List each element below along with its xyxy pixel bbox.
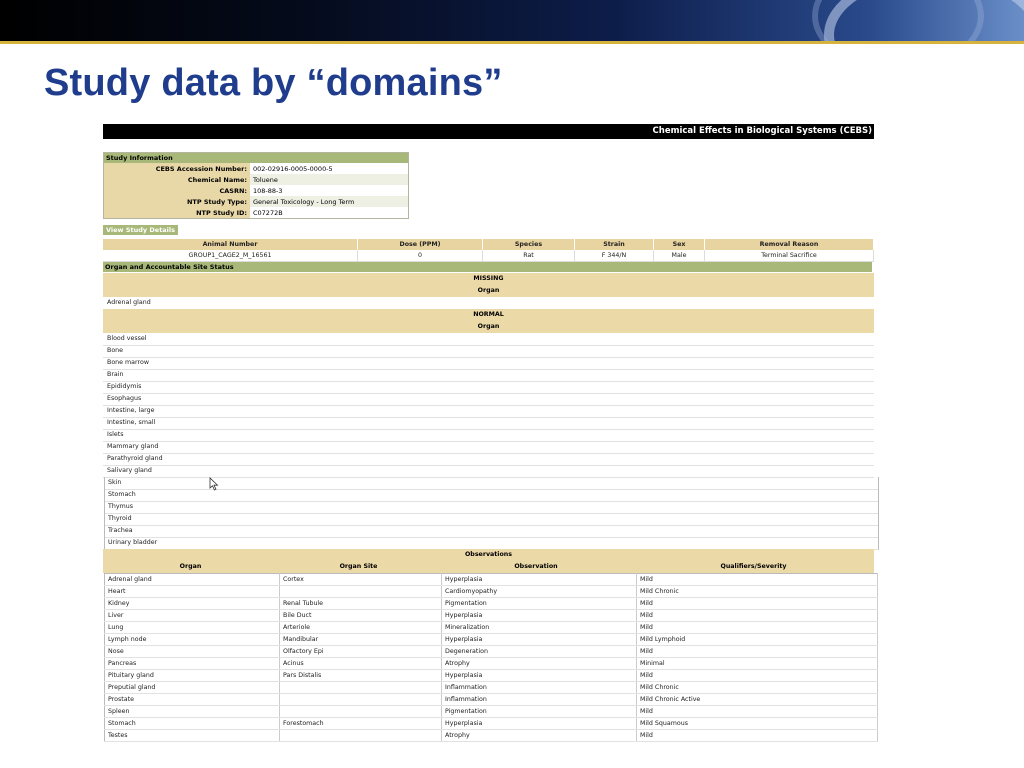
severity-cell: Mild [637,610,878,622]
removal-reason: Terminal Sacrifice [705,250,874,262]
observation-cell: Degeneration [442,646,637,658]
cebs-screenshot [103,124,874,739]
list-item: Trachea [104,525,879,538]
observation-cell: Inflammation [442,682,637,694]
organ-site-cell [280,730,442,742]
column-header: Qualifiers/Severity [720,563,787,570]
list-item: Skin [104,477,879,490]
list-item: Thyroid [104,513,879,526]
observation-cell: Hyperplasia [442,634,637,646]
organ-section-title: Organ and Accountable Site Status [103,262,872,272]
organ-cell: Adrenal gland [105,574,280,586]
severity-cell: Mild Chronic [637,682,878,694]
organ-site-cell: Forestomach [280,718,442,730]
organ-cell: Testes [105,730,280,742]
organ-cell: Spleen [105,706,280,718]
organ-cell: Lymph node [105,634,280,646]
list-item: Urinary bladder [104,537,879,550]
organ-cell: Heart [105,586,280,598]
animal-table [103,239,874,262]
column-header: Species [483,239,575,250]
list-item: Thymus [104,501,879,514]
observations-header-row [103,561,874,573]
field-label: NTP Study ID: [104,207,251,219]
field-label: CASRN: [104,185,251,196]
list-item: Esophagus [103,393,874,406]
list-item: Islets [103,429,874,442]
list-item: Intestine, large [103,405,874,418]
severity-cell: Mild [637,622,878,634]
observation-cell: Atrophy [442,730,637,742]
field-value: General Toxicology - Long Term [250,196,409,207]
observations-table [104,573,878,742]
table-row [105,718,878,730]
column-header: Animal Number [103,239,358,250]
column-header: Sex [654,239,705,250]
organ-site-cell: Bile Duct [280,610,442,622]
organ-site-cell: Acinus [280,658,442,670]
severity-cell: Mild [637,706,878,718]
severity-cell: Mild [637,574,878,586]
organ-cell: Pancreas [105,658,280,670]
column-header: Organ Site [339,563,378,570]
field-label: NTP Study Type: [104,196,251,207]
observation-cell: Pigmentation [442,706,637,718]
table-row [105,574,878,586]
missing-band: MISSING [103,273,874,285]
field-value: 002-02916-0005-0000-5 [253,164,333,173]
strain: F 344/N [575,250,654,262]
organ-cell: Stomach [105,718,280,730]
table-row [105,730,878,742]
column-header: Observation [514,563,558,570]
organ-site-cell [280,682,442,694]
species: Rat [483,250,575,262]
list-item: Epididymis [103,381,874,394]
table-row [105,670,878,682]
table-row [105,706,878,718]
study-info-title: Study Information [104,153,409,164]
organ-cell: Kidney [105,598,280,610]
field-value: 108-88-3 [253,186,283,195]
table-row [105,646,878,658]
table-row [105,586,878,598]
list-item: Parathyroid gland [103,453,874,466]
organ-site-cell: Cortex [280,574,442,586]
observation-cell: Mineralization [442,622,637,634]
column-header: Strain [575,239,654,250]
organ-site-cell: Pars Distalis [280,670,442,682]
animal-number: GROUP1_CAGE2_M_16561 [103,250,358,262]
list-item: Salivary gland [103,465,874,478]
list-item: Intestine, small [103,417,874,430]
field-value: C07272B [253,208,283,217]
observation-cell: Hyperplasia [442,574,637,586]
table-row [105,694,878,706]
table-row [105,634,878,646]
list-item: Adrenal gland [103,297,874,310]
observation-cell: Hyperplasia [442,670,637,682]
severity-cell: Mild Squamous [637,718,878,730]
severity-cell: Mild Chronic Active [637,694,878,706]
column-header: Organ [179,563,202,570]
field-value: Toluene [250,174,409,185]
organ-site-cell [280,694,442,706]
severity-cell: Mild [637,730,878,742]
observation-cell: Inflammation [442,694,637,706]
observation-cell: Hyperplasia [442,610,637,622]
table-row [105,622,878,634]
organ-site-cell [280,586,442,598]
list-item: Bone [103,345,874,358]
organ-site-cell: Arteriole [280,622,442,634]
table-row [105,682,878,694]
observation-cell: Cardiomyopathy [442,586,637,598]
missing-organ-header: Organ [103,285,874,297]
table-row [105,610,878,622]
observations-title: Observations [103,549,874,561]
organ-site-cell [280,706,442,718]
organ-site-cell: Renal Tubule [280,598,442,610]
decorative-swoosh-inner [812,0,984,41]
observation-cell: Hyperplasia [442,718,637,730]
severity-cell: Mild Lymphoid [637,634,878,646]
dose: 0 [358,250,483,262]
organ-cell: Lung [105,622,280,634]
slide-title: Study data by “domains” [44,62,503,104]
severity-cell: Minimal [637,658,878,670]
organ-cell: Liver [105,610,280,622]
table-row [105,598,878,610]
organ-site-cell: Mandibular [280,634,442,646]
slide-header-band [0,0,1024,41]
observation-cell: Atrophy [442,658,637,670]
list-item: Brain [103,369,874,382]
organ-cell: Pituitary gland [105,670,280,682]
study-info-table [103,152,409,219]
column-header: Dose (PPM) [358,239,483,250]
list-item: Mammary gland [103,441,874,454]
header-accent-line [0,41,1024,44]
observation-cell: Pigmentation [442,598,637,610]
column-header: Removal Reason [705,239,874,250]
sex: Male [654,250,705,262]
severity-cell: Mild [637,598,878,610]
severity-cell: Mild Chronic [637,586,878,598]
list-item: Bone marrow [103,357,874,370]
organ-site-cell: Olfactory Epi [280,646,442,658]
table-row [105,658,878,670]
normal-organ-header: Organ [103,321,874,333]
cebs-title-bar: Chemical Effects in Biological Systems (CEBS) [103,124,874,139]
field-label: CEBS Accession Number: [104,163,251,174]
field-label: Chemical Name: [104,174,251,185]
normal-band: NORMAL [103,309,874,321]
list-item: Stomach [104,489,879,502]
organ-cell: Nose [105,646,280,658]
organ-cell: Prostate [105,694,280,706]
organ-cell: Preputial gland [105,682,280,694]
severity-cell: Mild [637,646,878,658]
severity-cell: Mild [637,670,878,682]
list-item: Blood vessel [103,333,874,346]
view-study-details-button[interactable]: View Study Details [103,225,178,235]
